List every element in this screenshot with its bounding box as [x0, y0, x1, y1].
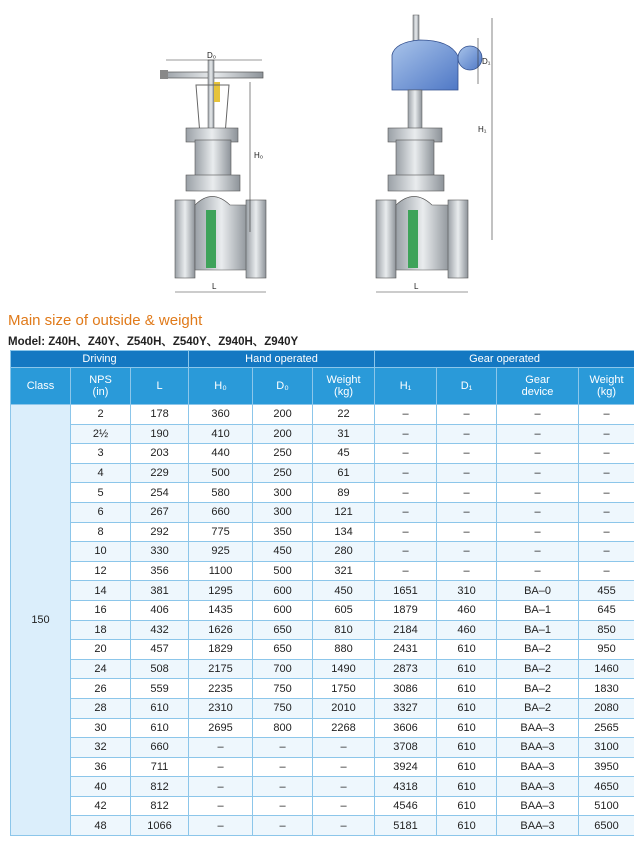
table-cell: 31	[313, 424, 375, 444]
table-cell: 254	[131, 483, 189, 503]
table-cell: 660	[189, 502, 253, 522]
table-cell: 229	[131, 463, 189, 483]
table-row	[11, 542, 634, 562]
table-cell: 455	[579, 581, 634, 601]
dim-label-l-right: L	[414, 282, 419, 291]
table-cell: 812	[131, 777, 189, 797]
table-cell: 1750	[313, 679, 375, 699]
table-cell: 2	[71, 405, 131, 425]
table-cell: 460	[437, 620, 497, 640]
table-cell: 6500	[579, 816, 634, 836]
table-cell: 600	[253, 600, 313, 620]
table-cell: 356	[131, 561, 189, 581]
table-cell: –	[437, 405, 497, 425]
table-row	[11, 522, 634, 542]
table-cell: BAA–3	[497, 796, 579, 816]
table-row	[11, 600, 634, 620]
table-cell: –	[579, 542, 634, 562]
group-header-gear: Gear operated	[375, 351, 634, 368]
table-cell: 10	[71, 542, 131, 562]
table-cell: –	[189, 738, 253, 758]
group-header-hand: Hand operated	[189, 351, 375, 368]
table-cell: –	[437, 561, 497, 581]
table-cell: 18	[71, 620, 131, 640]
table-cell: 48	[71, 816, 131, 836]
table-cell: –	[497, 542, 579, 562]
table-cell: –	[437, 483, 497, 503]
table-cell: –	[253, 796, 313, 816]
table-cell: 14	[71, 581, 131, 601]
table-cell: 432	[131, 620, 189, 640]
table-cell: 360	[189, 405, 253, 425]
table-cell: 559	[131, 679, 189, 699]
table-cell: –	[375, 463, 437, 483]
col-header-h0: H₀	[189, 368, 253, 405]
table-cell: BA–1	[497, 600, 579, 620]
table-cell: –	[375, 502, 437, 522]
table-cell: –	[313, 796, 375, 816]
table-cell: 605	[313, 600, 375, 620]
table-row	[11, 640, 634, 660]
table-cell: 610	[437, 659, 497, 679]
table-row	[11, 796, 634, 816]
table-cell: 1879	[375, 600, 437, 620]
class-cell: 150	[11, 405, 71, 836]
table-cell: 350	[253, 522, 313, 542]
table-row	[11, 561, 634, 581]
table-cell: –	[437, 542, 497, 562]
table-row	[11, 424, 634, 444]
table-cell: –	[497, 463, 579, 483]
table-cell: 178	[131, 405, 189, 425]
col-header-l: L	[131, 368, 189, 405]
table-cell: 508	[131, 659, 189, 679]
table-cell: 5	[71, 483, 131, 503]
table-cell: 2080	[579, 698, 634, 718]
table-cell: –	[437, 463, 497, 483]
col-header-d1: D₁	[437, 368, 497, 405]
table-cell: 450	[313, 581, 375, 601]
table-cell: 3086	[375, 679, 437, 699]
table-cell: 22	[313, 405, 375, 425]
table-cell: 610	[131, 718, 189, 738]
table-cell: 650	[253, 640, 313, 660]
table-cell: 700	[253, 659, 313, 679]
table-cell: 381	[131, 581, 189, 601]
table-cell: 1435	[189, 600, 253, 620]
table-cell: 3924	[375, 757, 437, 777]
table-cell: 8	[71, 522, 131, 542]
table-cell: –	[189, 777, 253, 797]
table-cell: BA–0	[497, 581, 579, 601]
table-cell: –	[497, 444, 579, 464]
table-cell: 26	[71, 679, 131, 699]
table-cell: 850	[579, 620, 634, 640]
table-cell: 20	[71, 640, 131, 660]
col-header-d0: D₀	[253, 368, 313, 405]
table-cell: 121	[313, 502, 375, 522]
table-cell: 2184	[375, 620, 437, 640]
table-cell: BA–2	[497, 640, 579, 660]
table-cell: 292	[131, 522, 189, 542]
col-header-weight-gear: Weight (kg)	[579, 368, 634, 405]
table-cell: –	[375, 522, 437, 542]
table-cell: 880	[313, 640, 375, 660]
table-cell: 3708	[375, 738, 437, 758]
table-cell: 600	[253, 581, 313, 601]
table-cell: BAA–3	[497, 738, 579, 758]
table-cell: 250	[253, 444, 313, 464]
dim-label-h1: H₁	[478, 125, 487, 134]
table-cell: BAA–3	[497, 718, 579, 738]
table-cell: 610	[131, 698, 189, 718]
model-line: Model: Z40H、Z40Y、Z540H、Z540Y、Z940H、Z940Y	[8, 336, 299, 348]
table-cell: –	[579, 463, 634, 483]
table-cell: 40	[71, 777, 131, 797]
table-cell: 28	[71, 698, 131, 718]
table-cell: 610	[437, 757, 497, 777]
table-cell: –	[437, 502, 497, 522]
table-cell: –	[579, 502, 634, 522]
table-cell: 1100	[189, 561, 253, 581]
table-cell: 610	[437, 679, 497, 699]
table-cell: BA–2	[497, 679, 579, 699]
table-cell: –	[313, 777, 375, 797]
col-header-h1: H₁	[375, 368, 437, 405]
table-cell: 2268	[313, 718, 375, 738]
table-cell: 4546	[375, 796, 437, 816]
table-cell: 4318	[375, 777, 437, 797]
table-cell: 2175	[189, 659, 253, 679]
table-cell: 300	[253, 502, 313, 522]
table-row	[11, 698, 634, 718]
table-cell: 750	[253, 679, 313, 699]
table-cell: –	[375, 561, 437, 581]
table-cell: 134	[313, 522, 375, 542]
table-cell: 410	[189, 424, 253, 444]
table-cell: 610	[437, 640, 497, 660]
table-cell: –	[313, 757, 375, 777]
table-cell: 610	[437, 718, 497, 738]
table-cell: –	[375, 444, 437, 464]
table-cell: BAA–3	[497, 757, 579, 777]
table-cell: 30	[71, 718, 131, 738]
table-cell: 6	[71, 502, 131, 522]
table-cell: 3	[71, 444, 131, 464]
table-row	[11, 777, 634, 797]
size-weight-table-wrapper	[10, 350, 634, 836]
table-cell: 580	[189, 483, 253, 503]
table-cell: 203	[131, 444, 189, 464]
table-cell: 450	[253, 542, 313, 562]
table-cell: 2695	[189, 718, 253, 738]
table-cell: 610	[437, 816, 497, 836]
table-cell: 4	[71, 463, 131, 483]
table-cell: 2565	[579, 718, 634, 738]
table-cell: 3327	[375, 698, 437, 718]
table-row	[11, 444, 634, 464]
table-cell: 1490	[313, 659, 375, 679]
table-cell: –	[437, 444, 497, 464]
gear-operated-valve-drawing	[376, 15, 492, 292]
size-weight-table	[10, 350, 634, 836]
table-cell: –	[313, 816, 375, 836]
col-header-gear-device: Gear device	[497, 368, 579, 405]
table-cell: 812	[131, 796, 189, 816]
table-cell: 610	[437, 796, 497, 816]
table-cell: –	[375, 405, 437, 425]
table-cell: 810	[313, 620, 375, 640]
table-cell: 645	[579, 600, 634, 620]
table-cell: 1651	[375, 581, 437, 601]
table-cell: 660	[131, 738, 189, 758]
table-cell: 750	[253, 698, 313, 718]
table-cell: 24	[71, 659, 131, 679]
table-cell: –	[189, 757, 253, 777]
table-cell: 2310	[189, 698, 253, 718]
table-cell: BA–2	[497, 698, 579, 718]
col-header-nps: NPS (in)	[71, 368, 131, 405]
table-cell: 2½	[71, 424, 131, 444]
table-cell: 711	[131, 757, 189, 777]
table-cell: 36	[71, 757, 131, 777]
table-cell: –	[253, 816, 313, 836]
table-cell: 950	[579, 640, 634, 660]
table-cell: BAA–3	[497, 816, 579, 836]
table-cell: 250	[253, 463, 313, 483]
table-cell: 190	[131, 424, 189, 444]
table-cell: –	[579, 444, 634, 464]
table-cell: –	[313, 738, 375, 758]
table-cell: –	[497, 405, 579, 425]
table-cell: –	[579, 424, 634, 444]
table-cell: 460	[437, 600, 497, 620]
table-cell: 330	[131, 542, 189, 562]
table-row	[11, 757, 634, 777]
table-cell: 321	[313, 561, 375, 581]
table-cell: 32	[71, 738, 131, 758]
col-header-class: Class	[11, 368, 71, 405]
valve-drawings	[0, 0, 634, 305]
table-cell: 200	[253, 405, 313, 425]
dim-label-d1: D₁	[482, 57, 491, 66]
table-cell: 267	[131, 502, 189, 522]
table-cell: –	[497, 502, 579, 522]
table-cell: 406	[131, 600, 189, 620]
table-cell: 3100	[579, 738, 634, 758]
table-cell: –	[497, 561, 579, 581]
table-cell: –	[579, 561, 634, 581]
table-row	[11, 405, 634, 425]
table-row	[11, 816, 634, 836]
table-cell: 5181	[375, 816, 437, 836]
table-cell: 61	[313, 463, 375, 483]
table-cell: –	[579, 483, 634, 503]
dim-label-l-left: L	[212, 282, 217, 291]
table-cell: –	[497, 424, 579, 444]
table-cell: 457	[131, 640, 189, 660]
table-cell: 1829	[189, 640, 253, 660]
table-cell: 610	[437, 738, 497, 758]
table-cell: 440	[189, 444, 253, 464]
table-cell: 3606	[375, 718, 437, 738]
table-cell: 310	[437, 581, 497, 601]
table-cell: 200	[253, 424, 313, 444]
table-cell: 610	[437, 777, 497, 797]
col-header-weight-hand: Weight (kg)	[313, 368, 375, 405]
table-cell: –	[437, 522, 497, 542]
table-cell: BA–1	[497, 620, 579, 640]
section-title: Main size of outside & weight	[8, 312, 203, 329]
table-cell: –	[253, 777, 313, 797]
table-cell: BAA–3	[497, 777, 579, 797]
table-row	[11, 718, 634, 738]
table-cell: 800	[253, 718, 313, 738]
table-cell: –	[189, 796, 253, 816]
table-cell: –	[189, 816, 253, 836]
table-cell: 89	[313, 483, 375, 503]
table-cell: 280	[313, 542, 375, 562]
table-cell: 650	[253, 620, 313, 640]
table-cell: –	[497, 483, 579, 503]
table-cell: –	[579, 405, 634, 425]
table-cell: 16	[71, 600, 131, 620]
table-row	[11, 483, 634, 503]
table-row	[11, 738, 634, 758]
table-cell: 1460	[579, 659, 634, 679]
table-cell: 45	[313, 444, 375, 464]
table-cell: –	[253, 757, 313, 777]
table-cell: 2235	[189, 679, 253, 699]
table-cell: 2873	[375, 659, 437, 679]
table-cell: 610	[437, 698, 497, 718]
table-cell: 1295	[189, 581, 253, 601]
table-cell: 775	[189, 522, 253, 542]
table-cell: 4650	[579, 777, 634, 797]
hand-operated-valve-drawing	[160, 51, 266, 292]
table-row	[11, 659, 634, 679]
table-cell: 2010	[313, 698, 375, 718]
table-cell: 500	[253, 561, 313, 581]
table-cell: –	[375, 424, 437, 444]
dim-label-d0: D₀	[207, 51, 217, 60]
table-cell: 2431	[375, 640, 437, 660]
table-cell: 1830	[579, 679, 634, 699]
table-cell: 5100	[579, 796, 634, 816]
table-cell: –	[497, 522, 579, 542]
table-row	[11, 581, 634, 601]
table-cell: –	[375, 483, 437, 503]
table-cell: 1066	[131, 816, 189, 836]
table-cell: –	[437, 424, 497, 444]
table-cell: BA–2	[497, 659, 579, 679]
table-cell: 3950	[579, 757, 634, 777]
table-cell: –	[375, 542, 437, 562]
table-row	[11, 502, 634, 522]
table-cell: 12	[71, 561, 131, 581]
table-row	[11, 620, 634, 640]
group-header-driving: Driving	[11, 351, 189, 368]
table-cell: –	[579, 522, 634, 542]
table-cell: 1626	[189, 620, 253, 640]
table-cell: 500	[189, 463, 253, 483]
table-row	[11, 463, 634, 483]
dim-label-h0: H₀	[254, 151, 264, 160]
table-row	[11, 679, 634, 699]
table-cell: 925	[189, 542, 253, 562]
table-cell: 300	[253, 483, 313, 503]
table-cell: –	[253, 738, 313, 758]
table-cell: 42	[71, 796, 131, 816]
